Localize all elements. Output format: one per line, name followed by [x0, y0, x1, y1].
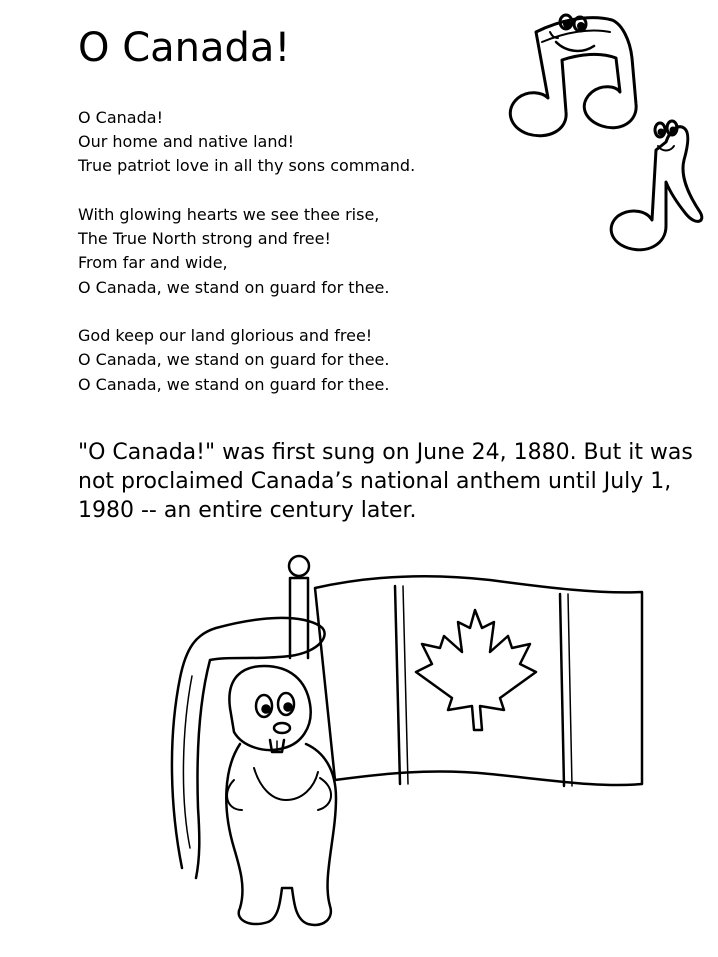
lyrics-line: God keep our land glorious and free!	[78, 326, 373, 346]
lyrics-line: O Canada, we stand on guard for thee.	[78, 277, 390, 297]
music-note-beam	[510, 18, 636, 136]
lyrics-line: The True North strong and free!	[78, 229, 331, 249]
flagpole-finial	[289, 556, 309, 576]
maple-leaf	[416, 610, 536, 730]
anthem-fact: "O Canada!" was first sung on June 24, 1880. But it was not proclaimed Canada’s national anthem until July 1, 1980 -- an entire century later.	[78, 440, 693, 523]
lyrics-line: O Canada, we stand on guard for thee.	[78, 374, 390, 394]
music-note-small	[611, 127, 702, 250]
lyrics-line: Our home and native land!	[78, 132, 295, 152]
lyrics-line: O Canada, we stand on guard for thee.	[78, 350, 390, 370]
beaver-with-flag-icon	[160, 548, 660, 948]
note-smile	[556, 42, 594, 51]
lyrics-line: From far and wide,	[78, 253, 228, 273]
lyrics-stanza-3	[78, 324, 498, 397]
beaver-tail	[172, 618, 325, 878]
music-notes-icon	[470, 0, 718, 260]
anthem-lyrics	[78, 106, 498, 397]
lyrics-line: With glowing hearts we see thee rise,	[78, 205, 380, 224]
lyrics-line: True patriot love in all thy sons command.	[78, 156, 416, 176]
lyrics-stanza-2	[78, 203, 498, 300]
flag	[315, 576, 642, 785]
lyrics-line: O Canada!	[78, 108, 163, 127]
lyrics-stanza-1	[78, 106, 498, 179]
beaver-body	[226, 744, 336, 925]
beaver-nose	[274, 723, 290, 733]
page-title: O Canada!	[78, 25, 291, 71]
